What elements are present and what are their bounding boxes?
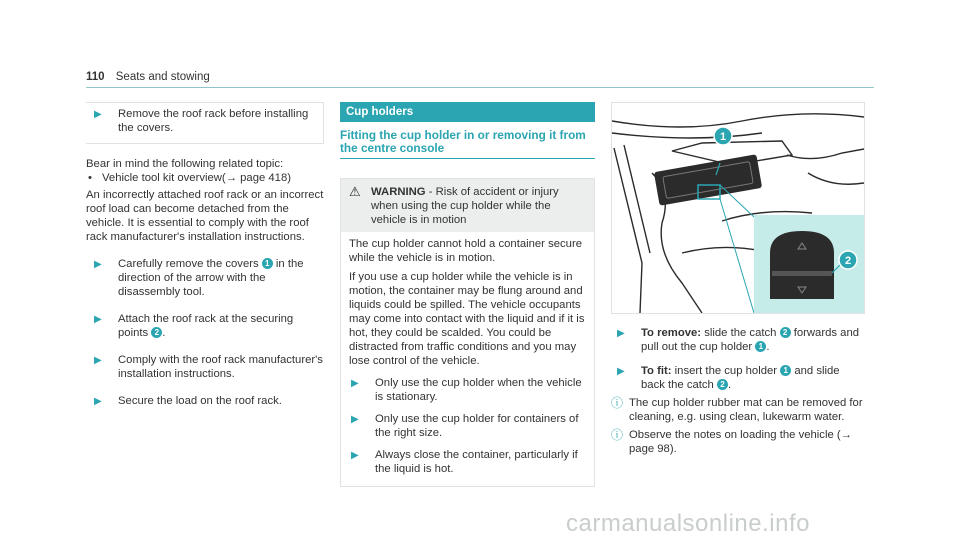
- step-text: insert the cup holder: [671, 365, 778, 377]
- instruction-step: [611, 326, 864, 354]
- instruction-step: [86, 394, 324, 409]
- step-arrow-icon: ▶: [617, 328, 625, 339]
- section-title: Seats and stowing: [115, 71, 210, 83]
- step-arrow-icon: ▶: [94, 109, 102, 120]
- step-arrow-icon: ▶: [351, 414, 359, 425]
- callout-badge: 2: [151, 327, 162, 338]
- section-heading: Cup holders: [340, 102, 595, 122]
- instruction-step: [86, 353, 324, 381]
- bullet-icon: •: [88, 172, 92, 184]
- step-text: .: [728, 379, 732, 391]
- step-text: slide the catch: [701, 327, 777, 339]
- watermark: carmanualsonline.info: [566, 510, 810, 537]
- warning-paragraph: The cup holder cannot hold a container secure while the vehicle is in motion.: [349, 238, 582, 264]
- warning-step: [349, 376, 586, 404]
- subsection-heading: Fitting the cup holder in or removing it from the centre console: [340, 129, 595, 159]
- callout-badge: 2: [780, 327, 791, 338]
- warning-step: [349, 412, 586, 440]
- paragraph: An incorrectly attached roof rack or an incorrect roof load can become detached from the vehicle. It is essential to comply with the roof rack manufacturer's installation instructions.: [86, 189, 324, 243]
- step-arrow-icon: ▶: [94, 314, 102, 325]
- figure-callout-1: 1: [719, 131, 727, 143]
- step-text: Secure the load on the roof rack.: [118, 395, 282, 407]
- header-divider: [86, 87, 874, 88]
- bullet-text[interactable]: Vehicle tool kit overview(→ page 418): [102, 172, 292, 184]
- step-text: Attach the roof rack at the securing points: [118, 313, 294, 339]
- page-header: [86, 71, 210, 83]
- callout-badge: 1: [262, 258, 273, 269]
- callout-badge: 2: [717, 379, 728, 390]
- warning-label: WARNING: [371, 186, 426, 198]
- step-text: forwards and pull out the cup holder: [641, 327, 860, 353]
- step-arrow-icon: ▶: [351, 450, 359, 461]
- page-number: 110: [86, 71, 105, 83]
- step-text: Only use the cup holder when the vehicle is stationary.: [375, 377, 582, 403]
- cup-holder-figure: [611, 102, 865, 314]
- step-text: .: [162, 327, 166, 339]
- column-2: [340, 102, 595, 487]
- warning-body: [341, 232, 594, 486]
- step-text: Carefully remove the covers: [118, 258, 259, 270]
- info-icon: ⓘ: [611, 396, 624, 410]
- info-note: [611, 396, 864, 424]
- instruction-step: [86, 257, 324, 299]
- step-text: Remove the roof rack before installing the covers.: [118, 108, 309, 134]
- warning-paragraph: If you use a cup holder while the vehicle is in motion, the container may be flung around and liquids could be spilled. The vehicle occupants may come into contact with the liquid and if it is hot, they could be scalded. You could be distracted from traffic conditions and you may lose control of the vehicle.: [349, 271, 585, 367]
- cup-holder-illustration: [612, 103, 864, 313]
- step-text: Always close the container, particularly if the liquid is hot.: [375, 449, 578, 475]
- info-text[interactable]: Observe the notes on loading the vehicle (→ page 98).: [629, 429, 852, 455]
- step-text: Only use the cup holder for containers of the right size.: [375, 413, 579, 439]
- column-1: [86, 102, 324, 409]
- warning-header: [341, 179, 594, 232]
- step-text: and slide back the catch: [641, 365, 840, 391]
- step-label: To fit:: [641, 365, 672, 377]
- warning-step: [349, 448, 586, 476]
- step-text: .: [766, 341, 770, 353]
- info-text: The cup holder rubber mat can be removed for cleaning, e.g. using clean, lukewarm water.: [629, 397, 863, 423]
- step-arrow-icon: ▶: [94, 355, 102, 366]
- instruction-step: [611, 364, 864, 392]
- step-arrow-icon: ▶: [94, 259, 102, 270]
- warning-title: - Risk of accident or injury when using the cup holder while the vehicle is in motion: [371, 186, 559, 226]
- callout-badge: 1: [780, 365, 791, 376]
- step-arrow-icon: ▶: [351, 378, 359, 389]
- info-icon: ⓘ: [611, 428, 624, 442]
- step-arrow-icon: ▶: [617, 366, 625, 377]
- step-text: in the direction of the arrow with the disassembly tool.: [118, 258, 304, 298]
- info-note: [611, 428, 864, 456]
- list-item: [86, 171, 324, 185]
- column-3: [611, 102, 864, 456]
- warning-triangle-icon: ⚠: [349, 184, 361, 199]
- step-arrow-icon: ▶: [94, 396, 102, 407]
- warning-box: [340, 178, 595, 487]
- instruction-step: [86, 312, 324, 340]
- step-label: To remove:: [641, 327, 702, 339]
- instruction-box: [86, 102, 324, 144]
- paragraph: Bear in mind the following related topic:: [86, 158, 284, 170]
- step-text: Comply with the roof rack manufacturer's installation instructions.: [118, 354, 323, 380]
- instruction-step: [86, 107, 317, 135]
- callout-badge: 1: [755, 341, 766, 352]
- figure-callout-2: 2: [844, 255, 852, 267]
